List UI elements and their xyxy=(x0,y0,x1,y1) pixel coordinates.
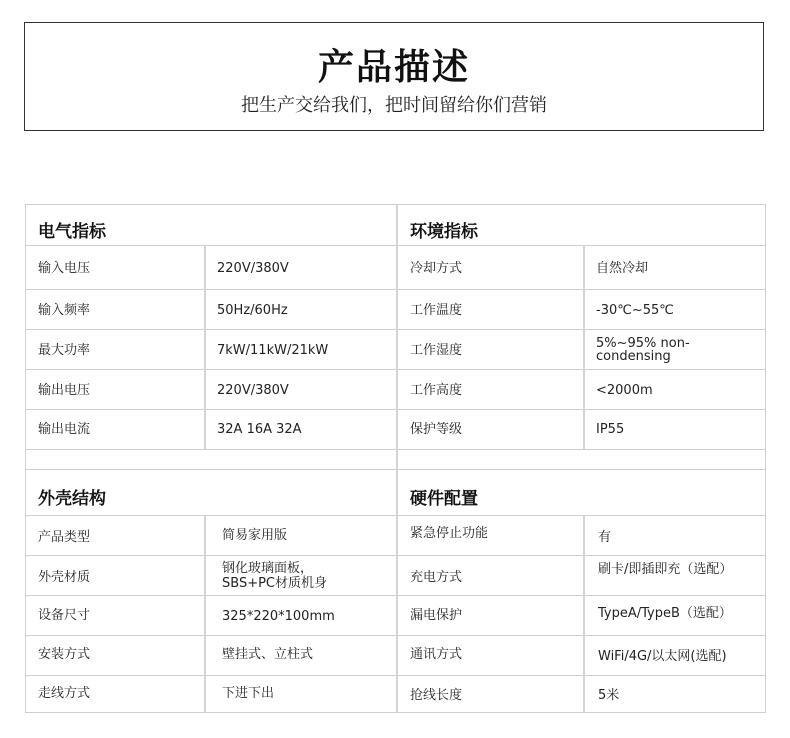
hardware-value: 5米 xyxy=(598,688,620,703)
structure-label: 走线方式 xyxy=(38,686,91,701)
hardware-label: 漏电保护 xyxy=(410,608,463,623)
spec-table xyxy=(25,204,766,713)
structure-label: 设备尺寸 xyxy=(38,608,91,623)
section-title-structure: 外壳结构 xyxy=(38,489,106,509)
electrical-value: 220V/380V xyxy=(217,261,289,276)
section-title-environment: 环境指标 xyxy=(410,222,478,242)
environment-label: 工作湿度 xyxy=(410,343,463,358)
structure-label: 外壳材质 xyxy=(38,570,91,585)
structure-value-line2: SBS+PC材质机身 xyxy=(222,576,328,591)
hardware-value: 刷卡/即插即充（选配） xyxy=(598,562,733,577)
environment-value: 5%~95% non- xyxy=(596,336,690,351)
electrical-label: 最大功率 xyxy=(38,343,91,358)
electrical-label: 输入频率 xyxy=(38,303,91,318)
structure-label: 安装方式 xyxy=(38,647,91,662)
page-subtitle: 把生产交给我们，把时间留给你们营销 xyxy=(241,95,547,116)
column-divider xyxy=(204,245,206,449)
structure-label: 产品类型 xyxy=(38,530,91,545)
electrical-label: 输入电压 xyxy=(38,261,91,276)
electrical-value: 7kW/11kW/21kW xyxy=(217,343,329,358)
environment-label: 冷却方式 xyxy=(410,261,463,276)
section-title-electrical: 电气指标 xyxy=(38,222,106,242)
column-divider xyxy=(583,245,585,449)
hardware-label: 通讯方式 xyxy=(410,647,463,662)
column-divider xyxy=(204,515,206,712)
structure-value: 钢化玻璃面板， xyxy=(222,561,314,576)
column-divider xyxy=(396,205,398,712)
electrical-label: 输出电压 xyxy=(38,383,91,398)
structure-value: 简易家用版 xyxy=(222,528,288,543)
structure-value: 325*220*100mm xyxy=(222,609,335,624)
electrical-value: 220V/380V xyxy=(217,383,289,398)
environment-value-line2: condensing xyxy=(596,349,671,364)
column-divider xyxy=(583,515,585,712)
environment-label: 保护等级 xyxy=(410,422,463,437)
electrical-value: 32A 16A 32A xyxy=(217,422,302,437)
environment-value: IP55 xyxy=(596,422,625,437)
environment-value: <2000m xyxy=(596,383,653,398)
environment-value: 自然冷却 xyxy=(596,261,649,276)
structure-value: 壁挂式、立柱式 xyxy=(222,647,314,662)
structure-value: 下进下出 xyxy=(222,686,275,701)
environment-label: 工作高度 xyxy=(410,383,463,398)
hardware-value: WiFi/4G/以太网(选配) xyxy=(598,649,727,664)
page-title: 产品描述 xyxy=(317,47,470,88)
hardware-value: TypeA/TypeB（选配） xyxy=(598,606,732,621)
electrical-label: 输出电流 xyxy=(38,422,91,437)
hardware-label: 抢线长度 xyxy=(410,688,463,703)
hardware-label: 充电方式 xyxy=(410,570,463,585)
environment-value: -30℃~55℃ xyxy=(596,303,674,318)
electrical-value: 50Hz/60Hz xyxy=(217,303,288,318)
hardware-value: 有 xyxy=(598,530,612,545)
environment-label: 工作温度 xyxy=(410,303,463,318)
section-title-hardware: 硬件配置 xyxy=(410,489,478,509)
header-box xyxy=(24,22,764,131)
hardware-label: 紧急停止功能 xyxy=(410,526,489,541)
